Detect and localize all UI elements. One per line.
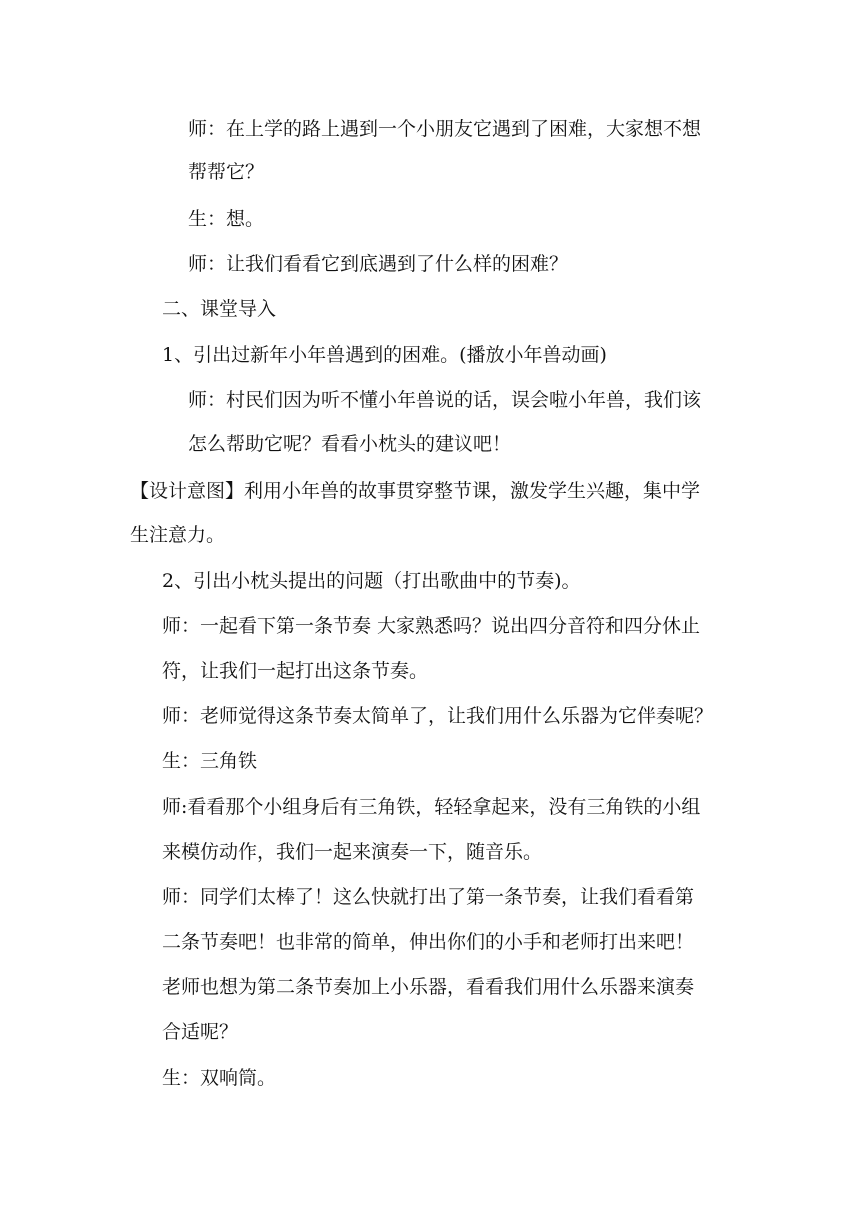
paragraph-line: 师：让我们看看它到底遇到了什么样的困难？: [188, 253, 569, 275]
paragraph-line: 二条节奏吧！也非常的简单，伸出你们的小手和老师打出来吧！: [162, 931, 695, 953]
paragraph-line: 师：在上学的路上遇到一个小朋友它遇到了困难，大家想不想: [188, 118, 702, 140]
paragraph-line: 2、引出小枕头提出的问题（打出歌曲中的节奏)。: [162, 570, 581, 592]
paragraph-line: 生：双响筒。: [162, 1067, 277, 1089]
paragraph-line: 合适呢？: [162, 1021, 239, 1043]
paragraph-line: 师：一起看下第一条节奏 大家熟悉吗？说出四分音符和四分休止: [162, 615, 701, 637]
paragraph-line: 生：想。: [188, 208, 265, 230]
paragraph-line: 老师也想为第二条节奏加上小乐器，看看我们用什么乐器来演奏: [162, 976, 695, 998]
paragraph-line: 师：村民们因为听不懂小年兽说的话，误会啦小年兽，我们该: [188, 389, 702, 411]
paragraph-line: 怎么帮助它呢？看看小枕头的建议吧！: [188, 433, 512, 455]
paragraph-line: 帮帮它？: [188, 161, 265, 183]
section-heading: 二、课堂导入: [162, 298, 277, 320]
paragraph-line: 符，让我们一起打出这条节奏。: [162, 660, 429, 682]
paragraph-line: 生：三角铁: [162, 750, 258, 772]
paragraph-line: 1、引出过新年小年兽遇到的困难。(播放小年兽动画): [162, 344, 607, 366]
design-intent-line: 生注意力。: [130, 524, 226, 546]
paragraph-line: 来模仿动作，我们一起来演奏一下，随音乐。: [162, 841, 543, 863]
paragraph-line: 师：老师觉得这条节奏太简单了，让我们用什么乐器为它伴奏呢？: [162, 705, 714, 727]
design-intent-line: 【设计意图】利用小年兽的故事贯穿整节课，激发学生兴趣，集中学: [130, 480, 701, 502]
paragraph-line: 师：同学们太棒了！这么快就打出了第一条节奏，让我们看看第: [162, 886, 695, 908]
paragraph-line: 师:看看那个小组身后有三角铁，轻轻拿起来，没有三角铁的小组: [162, 796, 701, 818]
